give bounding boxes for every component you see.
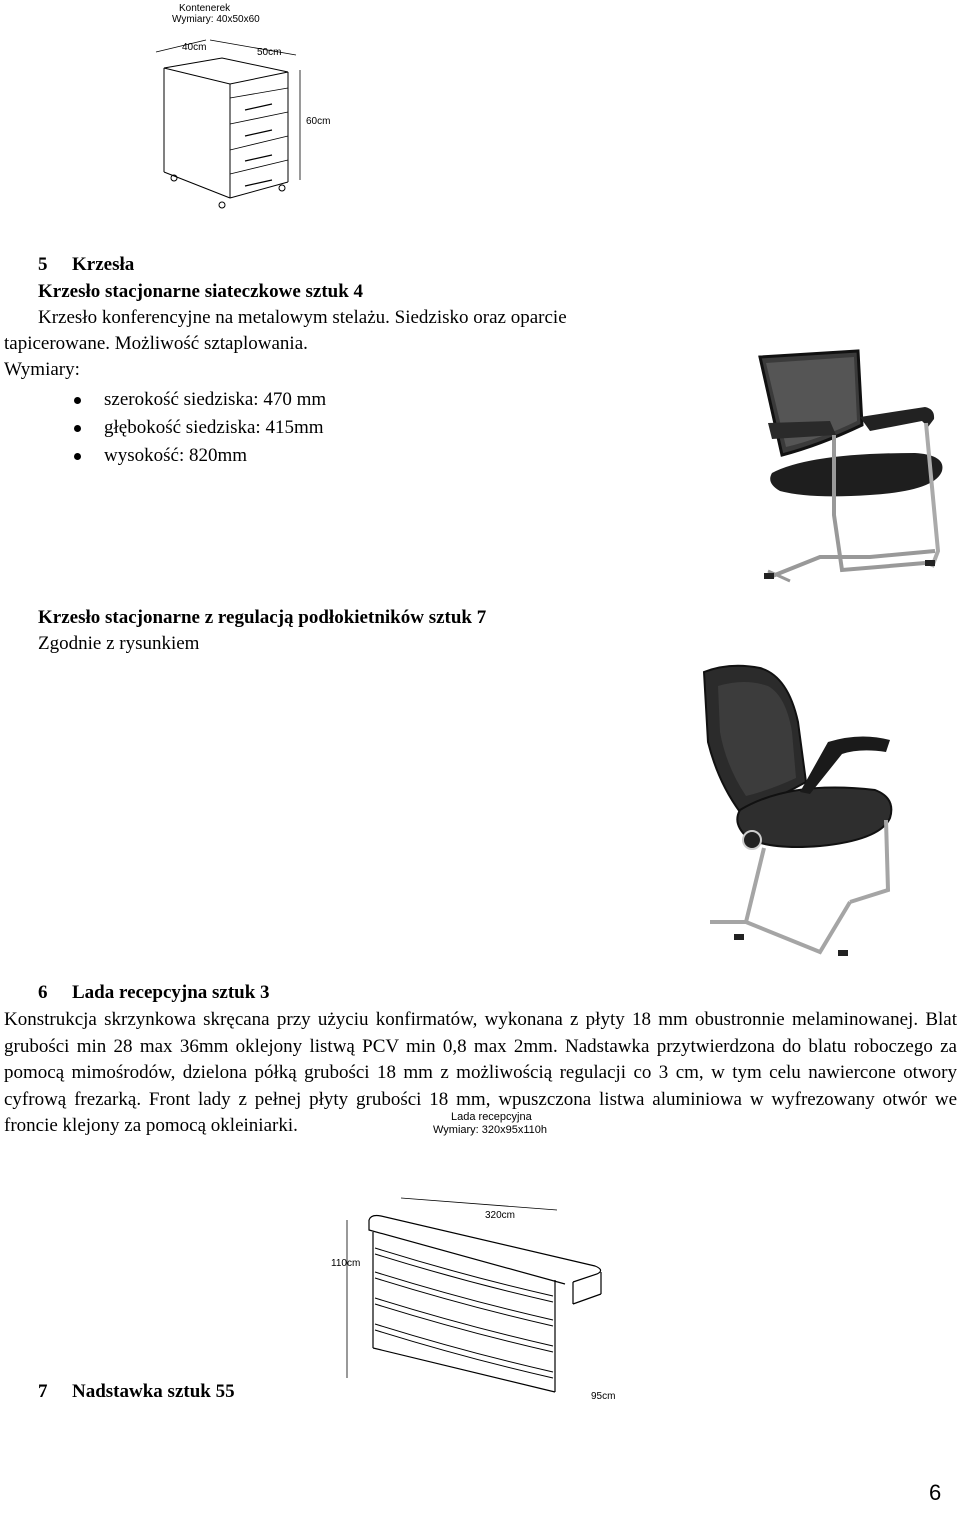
section5-dims-label: Wymiary: — [4, 359, 80, 380]
lada-height-label: 110cm — [331, 1258, 361, 1269]
bullet-dot — [74, 397, 81, 404]
lada-dims: Wymiary: 320x95x110h — [433, 1124, 548, 1136]
bullet-text: wysokość: 820mm — [104, 445, 248, 466]
section5-heading — [38, 253, 134, 277]
section6-number: 6 — [38, 982, 48, 1003]
section5-subtitle1: Krzesło stacjonarne siateczkowe sztuk 4 — [38, 281, 364, 302]
section5-number: 5 — [38, 254, 48, 275]
lada-drawing — [325, 1108, 625, 1408]
section7-heading — [38, 1380, 235, 1404]
bullet-dot — [74, 425, 81, 432]
kontenerek-width-label: 40cm — [182, 42, 207, 53]
section5-subtitle2: Krzesło stacjonarne z regulacją podłokietników sztuk 7 — [38, 607, 487, 628]
lada-depth-label: 95cm — [591, 1391, 616, 1402]
bullet-text: szerokość siedziska: 470 mm — [104, 389, 327, 410]
bullet-dot — [74, 453, 81, 460]
section5-desc-line1: Krzesło konferencyjne na metalowym stelażu. Siedzisko oraz oparcie — [38, 307, 567, 328]
lada-title: Lada recepcyjna — [451, 1111, 532, 1123]
kontenerek-dims: Wymiary: 40x50x60 — [172, 14, 260, 25]
mesh-chair-image — [750, 345, 955, 595]
section7-number: 7 — [38, 1381, 48, 1402]
page-number: 6 — [929, 1480, 942, 1505]
section5-desc-line2: tapicerowane. Możliwość sztaplowania. — [4, 333, 308, 354]
leather-chair-image — [690, 662, 900, 962]
section6-title: Lada recepcyjna sztuk 3 — [72, 982, 270, 1003]
bullet-text: głębokość siedziska: 415mm — [104, 417, 324, 438]
section6-heading — [38, 981, 270, 1005]
kontenerek-title: Kontenerek — [179, 3, 231, 14]
lada-width-label: 320cm — [485, 1210, 516, 1221]
section5-title: Krzesła — [72, 254, 135, 275]
section6-body: Konstrukcja skrzynkowa skręcana przy użyciu konfirmatów, wykonana z płyty 18 mm obustronnie melaminowanej. Blat grubości min 28 max 36mm oklejony listwą PCV min 0,8 max 2mm. Nadstawka przytwierdzona do blatu roboczego za pomocą mimośrodów, dzielona półką grubości 18 mm z możliwością regulacji co 3 cm, w tym celu nawiercone otwory cyfrową frezarką. Front lady z pełnej płyty grubości 18 mm, wpuszczona listwa aluminiowa w wyfrezowany otwór we froncie klejony za pomocą okleiniarki. — [4, 1009, 957, 1136]
kontenerek-height-label: 60cm — [306, 116, 331, 127]
kontenerek-depth-label: 50cm — [257, 47, 282, 58]
section7-title: Nadstawka sztuk 55 — [72, 1381, 235, 1402]
section5-subtitle2-desc: Zgodnie z rysunkiem — [38, 633, 200, 654]
kontenerek-drawing — [150, 0, 350, 215]
